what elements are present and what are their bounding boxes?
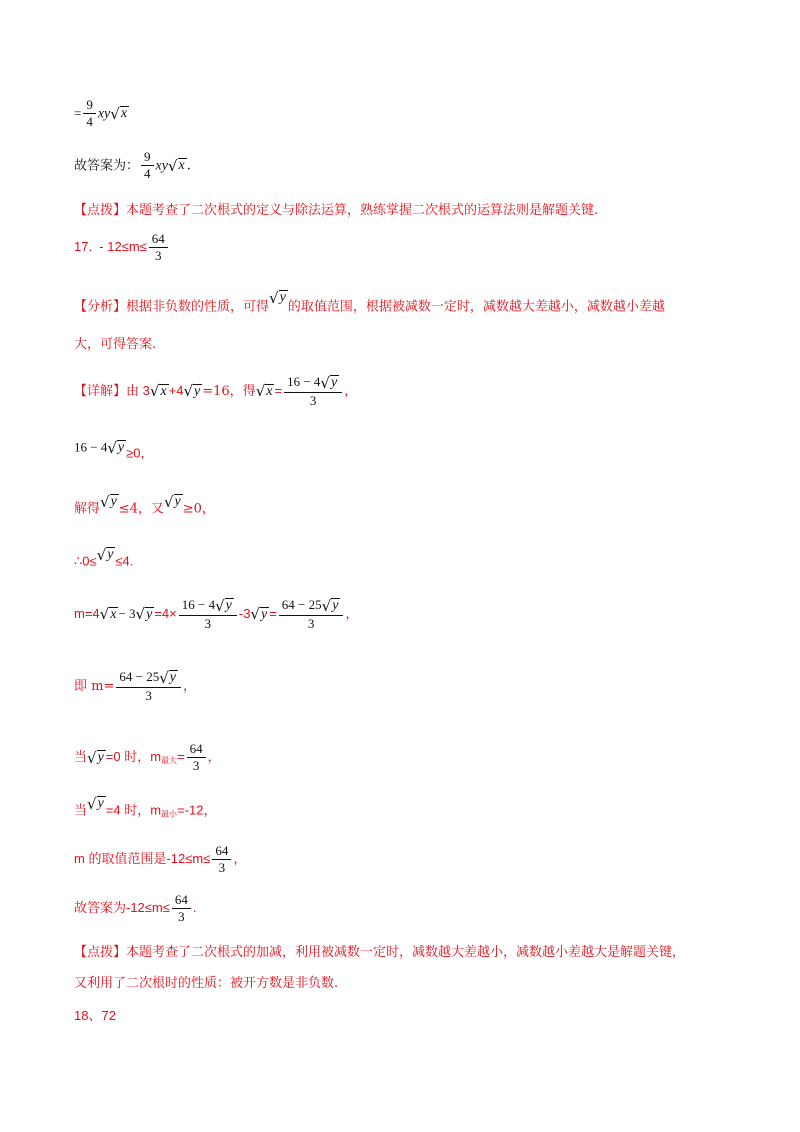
text: +4 (168, 383, 184, 399)
radical: √ y (215, 596, 232, 615)
numerator-text: 16 − 4 (181, 597, 216, 612)
text: ， (344, 383, 358, 399)
denominator: 3 (218, 860, 226, 876)
equals-sign: = (74, 105, 82, 121)
detail-line-9 (74, 844, 246, 876)
radicand: y (110, 494, 117, 509)
numerator: 9 (83, 98, 96, 114)
radicand: y (330, 375, 338, 391)
denominator: 4 (144, 166, 151, 182)
numerator: 64 (187, 742, 206, 758)
text: ∴0≤ (74, 553, 97, 569)
tip-text: 本题考查了二次根式的加减，利用被减数一定时，减数越大差越小，减数越小差越大是解题关键， (126, 945, 686, 960)
fraction (187, 742, 206, 774)
answer-line-2 (74, 893, 197, 925)
text: ， (182, 678, 196, 694)
denominator: 3 (307, 615, 315, 631)
detail-line-1 (74, 375, 357, 408)
radical: √ y (269, 288, 286, 307)
denominator: 3 (192, 758, 200, 774)
text: ， (207, 749, 221, 765)
variable: xy (97, 106, 111, 122)
detail-line-2 (74, 440, 154, 459)
numerator: 64 (212, 844, 231, 860)
question-17-answer (74, 232, 170, 264)
detail-line-5 (74, 598, 358, 631)
tip-tag: 【点拨】 (74, 203, 127, 218)
subscript: 最小 (161, 809, 178, 819)
text: 当 (74, 750, 88, 766)
tip-line-1 (74, 204, 598, 217)
text: m 的取值范围是-12≤m≤ (74, 851, 211, 867)
radical: √ y (87, 748, 104, 767)
radical: √ y (159, 668, 176, 687)
text: -3 (238, 606, 251, 622)
radical: √ y (320, 373, 338, 392)
radicand: x (178, 157, 185, 173)
text: 即 m= (74, 679, 115, 695)
expression: 16 − 4 (74, 439, 108, 455)
denominator: 3 (145, 687, 152, 703)
denominator: 3 (155, 248, 162, 264)
detail-line-6 (74, 670, 196, 703)
radical: √ x (167, 156, 185, 175)
radical: √ y (107, 438, 125, 457)
analysis-line-2 (74, 338, 156, 351)
radical: √ y (135, 605, 153, 624)
numerator (284, 375, 342, 393)
denominator: 3 (178, 909, 185, 925)
radicand: x (120, 105, 128, 121)
variable: xy (155, 158, 168, 174)
detail-line-8 (74, 796, 216, 819)
text: =4× (154, 606, 177, 622)
text: =4 时，m (105, 802, 162, 818)
radicand: y (194, 383, 201, 399)
period: . (186, 158, 191, 174)
numerator (179, 598, 237, 616)
tip-tag: 【点拨】 (74, 945, 127, 960)
radicand: y (146, 606, 153, 622)
radicand: y (260, 606, 268, 622)
radicand: y (332, 598, 339, 614)
fraction (141, 150, 154, 182)
text: =0 时，m (105, 749, 162, 765)
radical: √ y (250, 605, 268, 624)
fraction (83, 98, 96, 130)
fraction (179, 598, 237, 631)
tip-text: 本题考查了二次根式的定义与除法运算，熟练掌握二次根式的运算法则是解题关键. (126, 203, 599, 218)
detail-tag: 【详解】 (74, 384, 127, 400)
tip-text: 又利用了二次根时的性质：被开方数是非负数. (74, 976, 339, 991)
fraction (149, 232, 168, 264)
answer-label: 故答案为： (74, 158, 140, 174)
fraction (279, 598, 344, 631)
expression-line-1 (74, 98, 129, 130)
radicand: x (266, 383, 273, 399)
radicand: y (174, 494, 181, 509)
detail-line-7 (74, 742, 221, 774)
numerator-text: 64 − 25 (119, 669, 160, 684)
numerator: 64 (172, 893, 191, 909)
denominator: 4 (86, 114, 93, 130)
fraction (284, 375, 342, 408)
question-number: 18、72 (74, 1008, 116, 1023)
radicand: y (279, 290, 286, 305)
radicand: y (117, 440, 125, 455)
numerator-text: 16 − 4 (287, 374, 321, 389)
tip-line-3 (74, 977, 338, 990)
text: . (192, 900, 197, 916)
text: − 3 (118, 606, 136, 622)
fraction (172, 893, 191, 925)
detail-line-3 (74, 494, 215, 516)
text: ≥0， (182, 501, 215, 517)
analysis-text: 的取值范围，根据被减数一定时，减数越大差越小，减数越小差越 (287, 299, 665, 315)
question-number: 17. - 12≤m≤ (74, 239, 147, 255)
radical: √ y (183, 382, 201, 401)
analysis-tag: 【分析】 (74, 299, 127, 315)
text: m=4 (74, 606, 100, 622)
radicand: y (225, 598, 232, 614)
fraction (116, 670, 181, 703)
text: ， (233, 851, 247, 867)
numerator: 64 (149, 232, 168, 248)
text: ， (345, 606, 359, 622)
radicand: y (97, 749, 104, 765)
radical: √ x (149, 382, 167, 401)
tip-line-2 (74, 946, 685, 959)
answer-line-1 (74, 150, 191, 182)
radical: √ x (110, 104, 128, 123)
text: 故答案为-12≤m≤ (74, 900, 170, 916)
radical: √ y (321, 596, 339, 615)
numerator (116, 670, 181, 688)
text: =-12， (177, 802, 217, 818)
numerator: 9 (141, 150, 154, 166)
radical: √ x (255, 382, 273, 401)
fraction (212, 844, 231, 876)
subscript: 最大 (161, 756, 178, 766)
text: = (274, 383, 283, 399)
text: ≤4. (115, 553, 134, 569)
analysis-text: 根据非负数的性质，可得 (126, 299, 270, 315)
text: 由 3 (126, 383, 150, 399)
radicand: x (160, 383, 167, 399)
question-18-answer (74, 1009, 116, 1022)
radicand: y (169, 670, 176, 686)
analysis-text: 大，可得答案. (74, 337, 157, 352)
denominator: 3 (204, 615, 212, 631)
text: 解得 (74, 501, 101, 517)
detail-line-4 (74, 547, 133, 568)
denominator: 3 (309, 392, 317, 408)
radical: √ y (96, 545, 114, 564)
text: = (269, 606, 277, 622)
radicand: x (110, 606, 117, 622)
radicand: y (97, 796, 104, 811)
numerator (279, 598, 344, 616)
analysis-line-1 (74, 290, 665, 314)
numerator-text: 64 − 25 (281, 597, 322, 612)
text: 当 (74, 803, 88, 819)
text: = (177, 749, 185, 765)
radical: √ y (100, 492, 117, 511)
text: =16，得 (202, 384, 256, 400)
radical: √ y (87, 794, 104, 813)
radical: √ x (99, 605, 117, 624)
inequality: ≥0， (126, 445, 154, 461)
radical: √ y (163, 492, 181, 511)
text: ≤4，又 (118, 501, 164, 517)
radicand: y (107, 547, 114, 562)
